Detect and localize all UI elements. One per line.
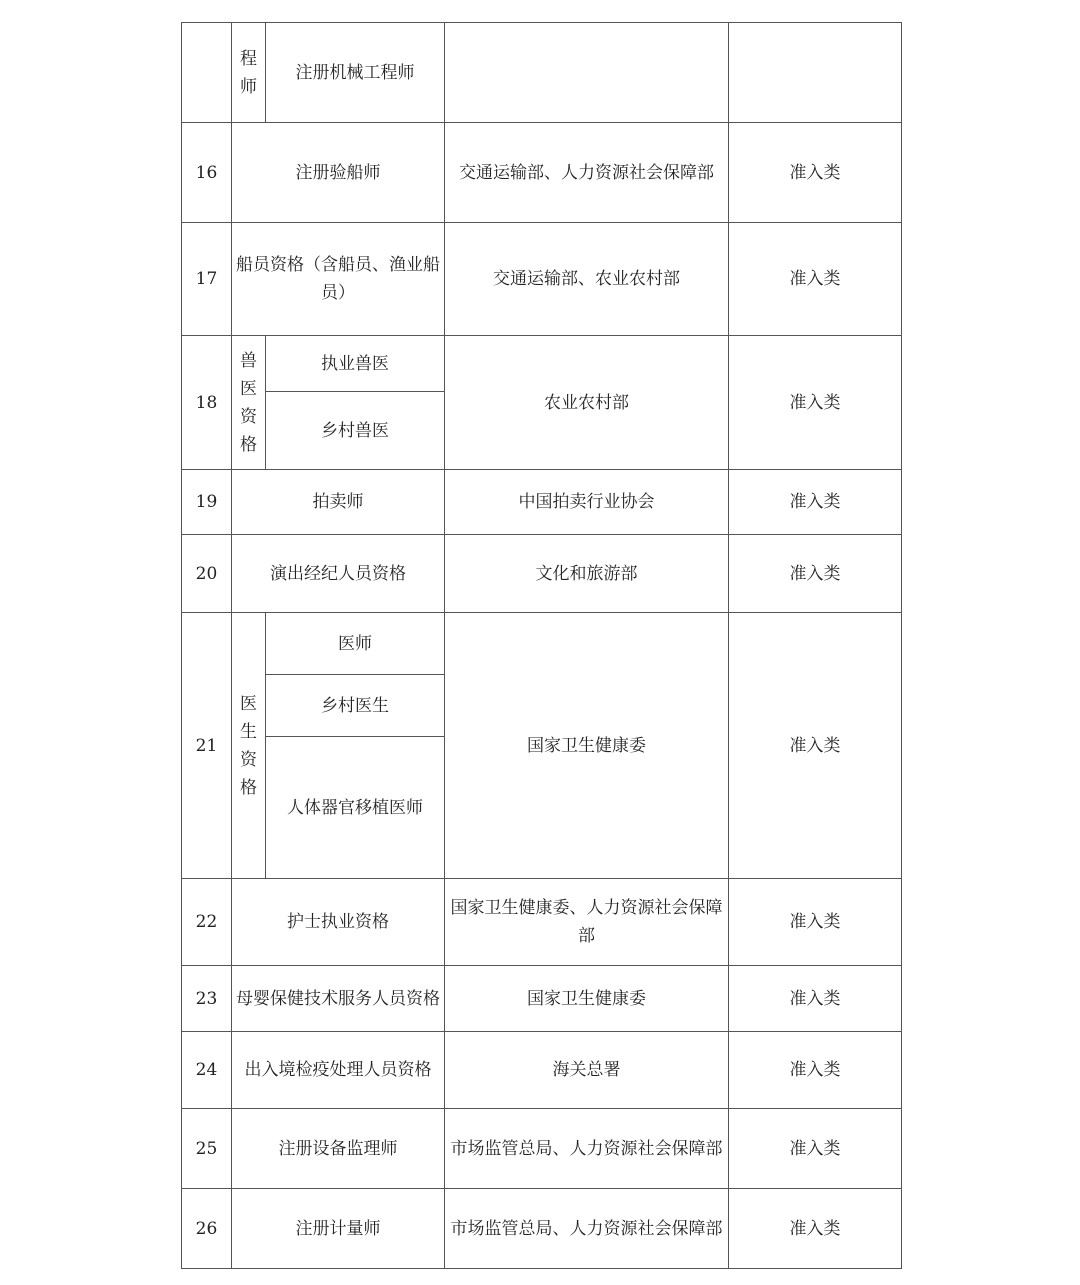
row-number-cell <box>182 23 232 123</box>
type-cell: 准入类 <box>729 336 902 470</box>
qualification-name-cell: 注册设备监理师 <box>232 1109 445 1189</box>
department-cell: 市场监管总局、人力资源社会保障部 <box>445 1109 729 1189</box>
qualification-name-cell: 出入境检疫处理人员资格 <box>232 1032 445 1109</box>
type-cell: 准入类 <box>729 966 902 1032</box>
qualification-name-cell: 母婴保健技术服务人员资格 <box>232 966 445 1032</box>
qualification-name-cell: 注册机械工程师 <box>266 23 445 123</box>
department-cell: 国家卫生健康委 <box>445 613 729 879</box>
qualification-name-cell: 护士执业资格 <box>232 879 445 966</box>
type-cell <box>729 23 902 123</box>
row-number-cell: 17 <box>182 223 232 336</box>
sub-qualification-cell: 乡村医生 <box>266 675 445 737</box>
category-cell: 兽医资格 <box>232 336 266 470</box>
table-row <box>182 223 902 336</box>
type-cell: 准入类 <box>729 223 902 336</box>
department-cell <box>445 23 729 123</box>
table-row <box>182 535 902 613</box>
type-cell: 准入类 <box>729 470 902 535</box>
row-number-cell: 16 <box>182 123 232 223</box>
department-cell: 国家卫生健康委 <box>445 966 729 1032</box>
type-cell: 准入类 <box>729 1109 902 1189</box>
row-number-cell: 20 <box>182 535 232 613</box>
qualification-name-cell: 拍卖师 <box>232 470 445 535</box>
qualification-table <box>181 22 902 1269</box>
category-cell: 医生资格 <box>232 613 266 879</box>
qualification-name-cell: 注册验船师 <box>232 123 445 223</box>
department-cell: 交通运输部、人力资源社会保障部 <box>445 123 729 223</box>
table-row <box>182 613 902 675</box>
table-row <box>182 123 902 223</box>
sub-qualification-cell: 医师 <box>266 613 445 675</box>
table-row <box>182 336 902 392</box>
department-cell: 农业农村部 <box>445 336 729 470</box>
department-cell: 中国拍卖行业协会 <box>445 470 729 535</box>
table-row <box>182 23 902 123</box>
type-cell: 准入类 <box>729 1032 902 1109</box>
department-cell: 交通运输部、农业农村部 <box>445 223 729 336</box>
type-cell: 准入类 <box>729 1189 902 1269</box>
row-number-cell: 24 <box>182 1032 232 1109</box>
type-cell: 准入类 <box>729 613 902 879</box>
table-row <box>182 1189 902 1269</box>
row-number-cell: 25 <box>182 1109 232 1189</box>
type-cell: 准入类 <box>729 123 902 223</box>
department-cell: 海关总署 <box>445 1032 729 1109</box>
table-row <box>182 966 902 1032</box>
row-number-cell: 19 <box>182 470 232 535</box>
type-cell: 准入类 <box>729 535 902 613</box>
qualification-name-cell: 注册计量师 <box>232 1189 445 1269</box>
department-cell: 市场监管总局、人力资源社会保障部 <box>445 1189 729 1269</box>
category-cell: 程师 <box>232 23 266 123</box>
table-row <box>182 1032 902 1109</box>
row-number-cell: 21 <box>182 613 232 879</box>
table-row <box>182 879 902 966</box>
sub-qualification-cell: 人体器官移植医师 <box>266 737 445 879</box>
row-number-cell: 23 <box>182 966 232 1032</box>
type-cell: 准入类 <box>729 879 902 966</box>
table-row <box>182 470 902 535</box>
sub-qualification-cell: 执业兽医 <box>266 336 445 392</box>
row-number-cell: 26 <box>182 1189 232 1269</box>
department-cell: 文化和旅游部 <box>445 535 729 613</box>
row-number-cell: 18 <box>182 336 232 470</box>
department-cell: 国家卫生健康委、人力资源社会保障部 <box>445 879 729 966</box>
qualification-name-cell: 演出经纪人员资格 <box>232 535 445 613</box>
sub-qualification-cell: 乡村兽医 <box>266 392 445 470</box>
table-row <box>182 1109 902 1189</box>
row-number-cell: 22 <box>182 879 232 966</box>
qualification-name-cell: 船员资格（含船员、渔业船员） <box>232 223 445 336</box>
